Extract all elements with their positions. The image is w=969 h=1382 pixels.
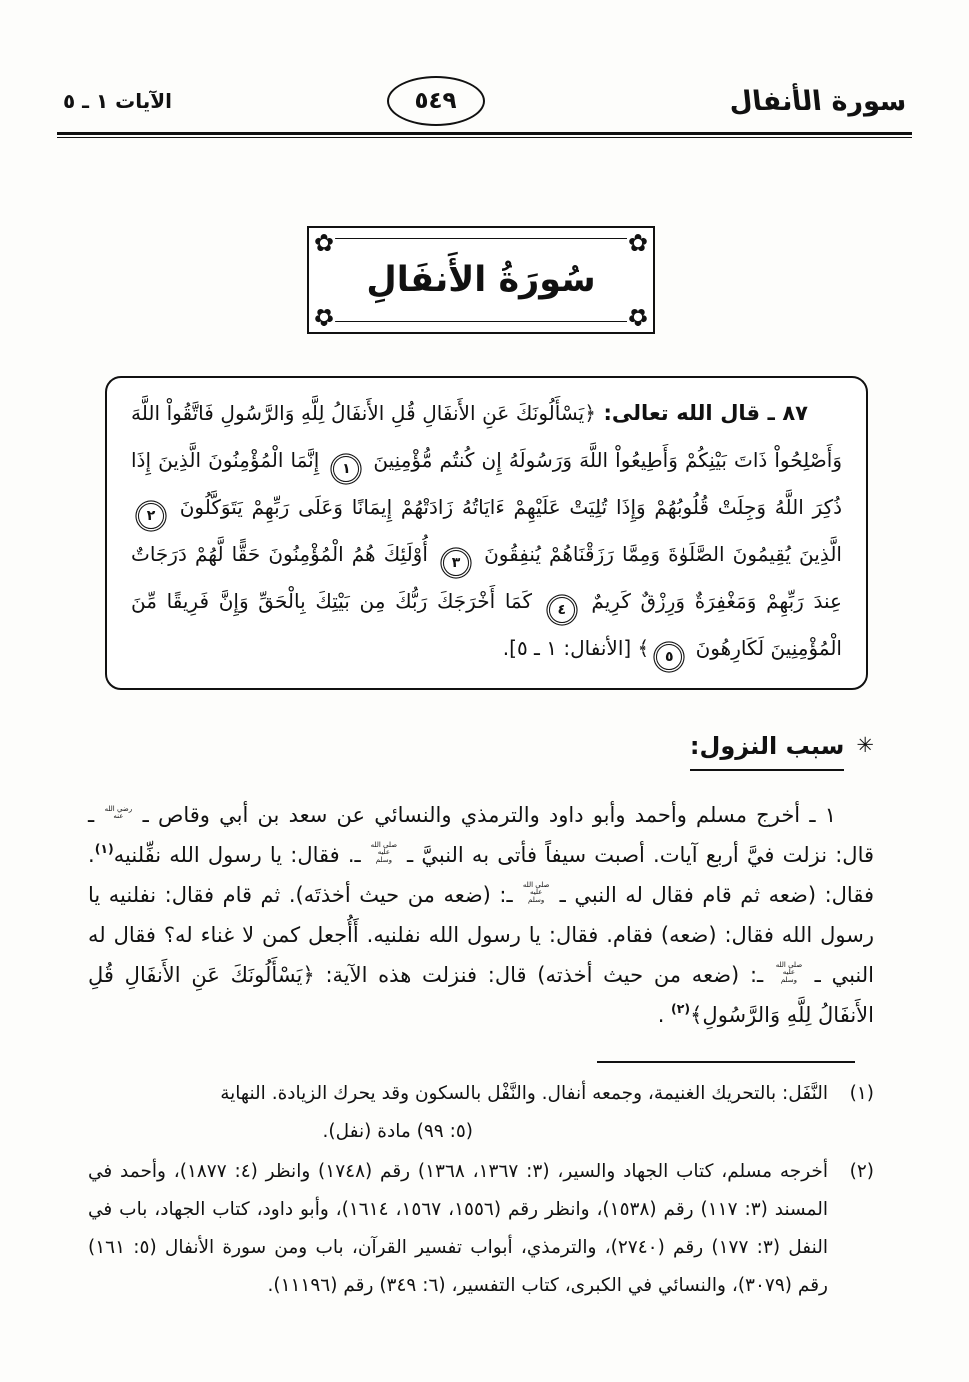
footnote-2 <box>88 1153 874 1305</box>
surah-title-banner <box>307 226 655 334</box>
section-heading-sabab-alnuzul <box>88 732 874 771</box>
footnote-separator-rule <box>597 1061 855 1063</box>
honorific-seal: صلى الله عليه وسلم <box>775 960 803 984</box>
header-surah-calligraphy: سورة الأنفال <box>727 85 908 117</box>
narration-paragraph <box>88 795 874 1035</box>
segment-quran: كَمَا أَخْرَجَكَ رَبُّكَ مِن بَيْتِكَ بِالْحَقِّ وَإِنَّ فَرِيقًا مِّنَ الْمُؤْمِنِينَ لَكَارِهُونَ <box>131 589 842 660</box>
segment-quran: ﴿يَسْأَلُونَكَ عَنِ الأَنفَالِ قُلِ الأَنفَالُ لِلَّهِ وَالرَّسُولِ فَاتَّقُواْ اللَّهَ وَأَصْلِحُواْ ذَاتَ بَيْنِكُمْ وَأَطِيعُواْ اللَّهَ وَرَسُولَهُ إِن كُنتُم مُّؤْمِنِينَ <box>131 401 842 472</box>
segment-text: ـ: (ضعه من حيث أخذته) قال: فنزلت هذه الآية: <box>314 963 774 987</box>
ayah-number-roundel: ١ <box>333 456 359 482</box>
segment-intro: ٨٧ ـ قال الله تعالى: <box>595 401 808 425</box>
segment-quran: ﴾ <box>637 636 650 660</box>
segment-text: ـ: (ضعه من حيث أخذتَه). ثم قام فقال: نفلنيه يا رسول الله فقال: (ضعه) فقام. فقال: يا رسول الله نفلنيه. أَأُجعل كمن لا غناء له؟ فقال له النبي ـ <box>88 883 874 987</box>
ayah-number-roundel: ٥ <box>656 644 682 670</box>
footnote-1-text <box>88 1075 828 1151</box>
floral-ornament-icon: ✿ <box>627 303 648 331</box>
segment-text: ـ قال: نزلت فيَّ أربع آيات. أصبت سيفاً فأتى به النبيَّ ـ <box>88 803 875 867</box>
honorific-seal: رضي الله عنه <box>104 804 133 820</box>
page-header <box>63 76 906 126</box>
surah-title: سُورَةُ الأَنفَالِ <box>366 260 596 300</box>
floral-ornament-icon: ✿ <box>314 303 335 331</box>
segment-quran: الَّذِينَ يُقِيمُونَ الصَّلَوٰةَ وَمِمَّا رَزَقْنَاهُمْ يُنفِقُونَ <box>476 542 842 566</box>
asterisk-icon: ✳ <box>856 733 874 757</box>
footnote-1-line-1: النَّفَل: بالتحريك الغنيمة، وجمعه أنفال. والنَّفْل بالسكون وقد يحرك الزيادة. النهاية <box>220 1083 828 1104</box>
ayah-number-roundel: ٤ <box>549 597 575 623</box>
segment-sup: (١) <box>94 841 114 856</box>
ayah-number-roundel: ٣ <box>443 550 469 576</box>
header-verses-range: الآيات ١ ـ ٥ <box>63 89 173 113</box>
footnote-1-line-2: (٥: ٩٩) مادة (نفل). <box>322 1121 473 1142</box>
segment-text: . <box>657 1003 672 1027</box>
floral-ornament-icon: ✿ <box>314 229 335 257</box>
honorific-seal: صلى الله عليه وسلم <box>522 880 550 904</box>
section-heading-text: سبب النزول: <box>690 732 844 771</box>
footnote-1-marker: (١) <box>849 1083 874 1104</box>
floral-ornament-icon: ✿ <box>627 229 648 257</box>
honorific-seal: صلى الله عليه وسلم <box>370 840 398 864</box>
segment-text: ـ. فقال: يا رسول الله نفِّلنيه <box>113 843 369 867</box>
segment-quran: أُوْلَئِكَ هُمُ الْمُؤْمِنُونَ حَقًّا لَّهُمْ دَرَجَاتٌ عِندَ رَبِّهِمْ وَمَغْفِرَةٌ وَرِزْقٌ كَرِيمٌ <box>131 542 842 613</box>
ayah-number-roundel: ٢ <box>138 503 164 529</box>
page-number-oval <box>387 76 485 126</box>
segment-ref: [الأنفال: ١ ـ ٥]. <box>502 636 638 660</box>
header-divider-rule <box>57 132 912 138</box>
segment-sup: (٢) <box>671 1001 691 1016</box>
footnote-2-text: أخرجه مسلم، كتاب الجهاد والسير، (٣: ١٣٦٧، ١٣٦٨) رقم (١٧٤٨) وانظر (٤: ١٨٧٧)، وأحمد في المسند (٣: ١١٧) رقم (١٥٣٨)، وانظر رقم (١٥٥٦، ١٥٦٧، ١٦١٤)، وأبو داود، كتاب الجهاد، باب في النفل (٣: ١٧٧) رقم (٢٧٤٠)، والترمذي، أبواب تفسير القرآن، باب ومن سورة الأنفال (٥: ١٦١) رقم (٣٠٧٩)، والنسائي في الكبرى، كتاب التفسير، (٦: ٣٤٩) رقم (١١١٩٦). <box>88 1161 829 1296</box>
quran-verse-text <box>131 390 842 672</box>
quran-verse-box <box>105 376 868 690</box>
footnote-1 <box>88 1075 874 1151</box>
footnote-2-marker: (٢) <box>849 1161 874 1182</box>
segment-text: ١ ـ أخرج مسلم وأحمد وأبو داود والترمذي والنسائي عن سعد بن أبي وقاص ـ <box>133 803 837 827</box>
page-number: ٥٤٩ <box>414 88 457 114</box>
segment-quran: ﴿يَسْأَلُونَكَ عَنِ الأَنفَالِ قُلِ الأَنفَالُ لِلَّهِ وَالرَّسُولِ﴾ <box>88 963 874 1027</box>
segment-quran: إِنَّمَا الْمُؤْمِنُونَ الَّذِينَ إِذَا ذُكِرَ اللَّهُ وَجِلَتْ قُلُوبُهُمْ وَإِذَا تُلِيَتْ عَلَيْهِمْ ءَايَاتُهُ زَادَتْهُمْ إِيمَانًا وَعَلَى رَبِّهِمْ يَتَوَكَّلُونَ <box>131 448 842 519</box>
segment-text: . فقال: (ضعه ثم قام فقال له النبي ـ <box>88 843 874 907</box>
